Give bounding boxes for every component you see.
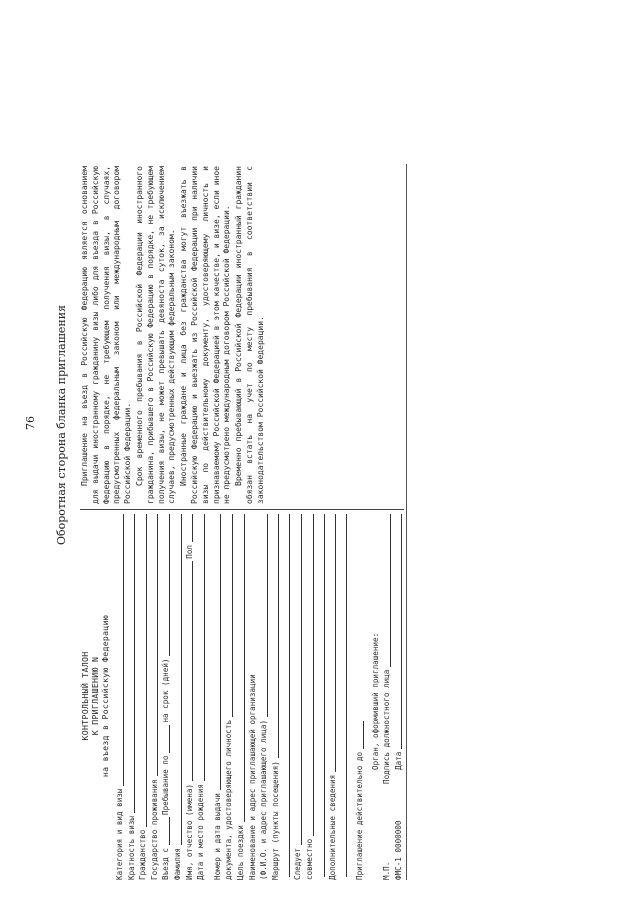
field-birth-label: Дата и место рождения xyxy=(196,783,206,880)
field-multiplicity xyxy=(126,512,138,880)
field-purpose-line xyxy=(236,514,245,822)
field-extra-line-2 xyxy=(338,514,347,877)
control-coupon xyxy=(80,512,404,880)
coupon-fields xyxy=(114,512,366,880)
coupon-title-line-2: К ПРИГЛАШЕНИЮ N xyxy=(90,656,100,736)
coupon-title xyxy=(80,512,110,880)
field-follows xyxy=(292,512,304,880)
field-org-2 xyxy=(258,512,270,880)
form-code: ФМС-1 0000000 xyxy=(393,820,403,880)
page-number: 76 xyxy=(24,416,37,430)
field-surname-label: Фамилия xyxy=(172,847,182,880)
field-extra-line xyxy=(327,514,336,772)
field-multiplicity-line xyxy=(126,514,135,813)
field-stay-line xyxy=(161,725,170,753)
field-org-label: Наименование и адрес приглашающей организации xyxy=(247,674,257,880)
field-doc-line-2 xyxy=(224,514,233,717)
field-birth xyxy=(195,512,207,880)
field-route xyxy=(270,512,282,880)
field-doc-label: Номер и дата выдачи xyxy=(212,793,222,880)
field-extra-label: Дополнительные сведения xyxy=(327,774,337,880)
field-purpose xyxy=(235,512,247,880)
field-follows-label: Следует xyxy=(293,847,303,880)
mp-line xyxy=(381,512,393,880)
field-route-2 xyxy=(281,512,292,880)
field-jointly-2 xyxy=(316,512,327,880)
field-category xyxy=(114,512,126,880)
field-category-line xyxy=(115,514,124,786)
field-surname xyxy=(172,512,184,880)
signature-label: Подпись должностного лица xyxy=(382,669,392,784)
field-multiplicity-label: Кратность визы xyxy=(126,815,136,880)
mp-label: М.П. xyxy=(382,861,392,880)
organ-label: Орган, оформивший приглашение: xyxy=(370,632,380,770)
field-category-label: Категория и вид визы xyxy=(115,788,124,880)
field-names-line xyxy=(184,561,193,781)
field-sex-label: Пол xyxy=(184,545,194,559)
organ-line xyxy=(370,512,382,880)
field-purpose-label: Цель поездки xyxy=(235,825,245,880)
notice-paragraph-1: Приглашение на въезд в Российскую Федерацию является основанием для выдачи иностранному гражданину визы либо для въезда в Российскую Федерацию в порядке, не требующем получения визы, в случаях, предусмотренных федеральным законом или международным договором Российской Федерации. xyxy=(80,166,133,504)
field-residence-label: Государство проживания xyxy=(149,779,159,880)
field-route-line-2 xyxy=(281,514,290,877)
field-follows-line xyxy=(293,514,302,845)
field-org xyxy=(247,512,259,880)
date-label: Дата xyxy=(393,751,403,770)
field-doc xyxy=(212,512,224,880)
form-code-line xyxy=(393,512,405,880)
field-entry-label: Въезд с xyxy=(161,847,171,880)
field-jointly-line xyxy=(305,514,314,836)
field-jointly-line-2 xyxy=(316,514,325,877)
rotated-form-sheet xyxy=(80,160,410,880)
field-names xyxy=(184,512,196,880)
field-valid-until xyxy=(354,512,366,880)
field-surname-line xyxy=(173,514,182,845)
field-sex-line xyxy=(184,514,193,542)
field-valid-until-label: Приглашение действительно до xyxy=(355,751,365,880)
page-caption: Оборотная сторона бланка приглашения xyxy=(55,304,68,545)
field-citizenship-line xyxy=(138,514,147,827)
notice-paragraph-2: Срок временного пребывания в Российской Федерации иностранного гражданина, прибывшего в Российскую Федерацию в порядке, не требующем получения визы, не может превышать девяноста суток, за исключением случаев, предусмотренных действующим федеральным законом. xyxy=(134,166,177,504)
field-route-line xyxy=(270,514,279,758)
field-entry-line xyxy=(161,817,170,845)
field-birth-line xyxy=(196,514,205,781)
field-extra-2 xyxy=(338,512,349,880)
notice-paragraph-3: Иностранные граждане и лица без гражданства могут въезжать в Российскую Федерацию и выезжать из Российской Федерации при наличии визы по действительному документу, удостоверяющему личность и признаваемому Российской Федерацией в этом качестве, и визе, если иное не предусмотрено международным договором Российской Федерации. xyxy=(179,166,232,504)
column-separator xyxy=(80,509,404,510)
signature-block xyxy=(370,512,405,880)
coupon-title-line-1: КОНТРОЛЬНЫЙ ТАЛОН xyxy=(80,651,90,741)
field-doc-2 xyxy=(223,512,235,880)
notice-text xyxy=(80,166,267,504)
field-valid-until-line xyxy=(355,721,364,749)
field-names-label: Имя, отчество (имена) xyxy=(184,783,194,880)
field-residence-line xyxy=(149,514,158,776)
notice-paragraph-4: Временно пребывающий в Российской Федерации иностранный гражданин обязан встать на учет по месту пребывания в соответствии с законодательством Российской Федерации. xyxy=(234,166,265,504)
field-term-label: на срок (дней) xyxy=(161,658,171,723)
field-jointly-label: совместно xyxy=(304,838,314,880)
field-org-label-2: (Ф.И.О. и адрес приглашающего лица) xyxy=(259,719,269,880)
field-route-label: Маршрут (пункты посещения) xyxy=(270,761,280,880)
field-term-line xyxy=(161,514,170,656)
date-line xyxy=(393,514,402,749)
coupon-title-line-3: на въезд в Российскую Федерацию xyxy=(100,614,110,778)
field-residence xyxy=(149,512,161,880)
field-citizenship xyxy=(137,512,149,880)
signature-line xyxy=(382,514,391,667)
field-dates xyxy=(160,512,172,880)
field-extra xyxy=(327,512,339,880)
field-stay-label: Пребывание по xyxy=(161,755,171,815)
field-org-line xyxy=(259,514,268,717)
field-jointly xyxy=(304,512,316,880)
field-doc-line xyxy=(212,514,221,790)
field-doc-label-2: документа, удостоверяющего личность xyxy=(224,719,234,880)
field-citizenship-label: Гражданство xyxy=(138,829,148,880)
bottom-rule xyxy=(406,164,407,880)
